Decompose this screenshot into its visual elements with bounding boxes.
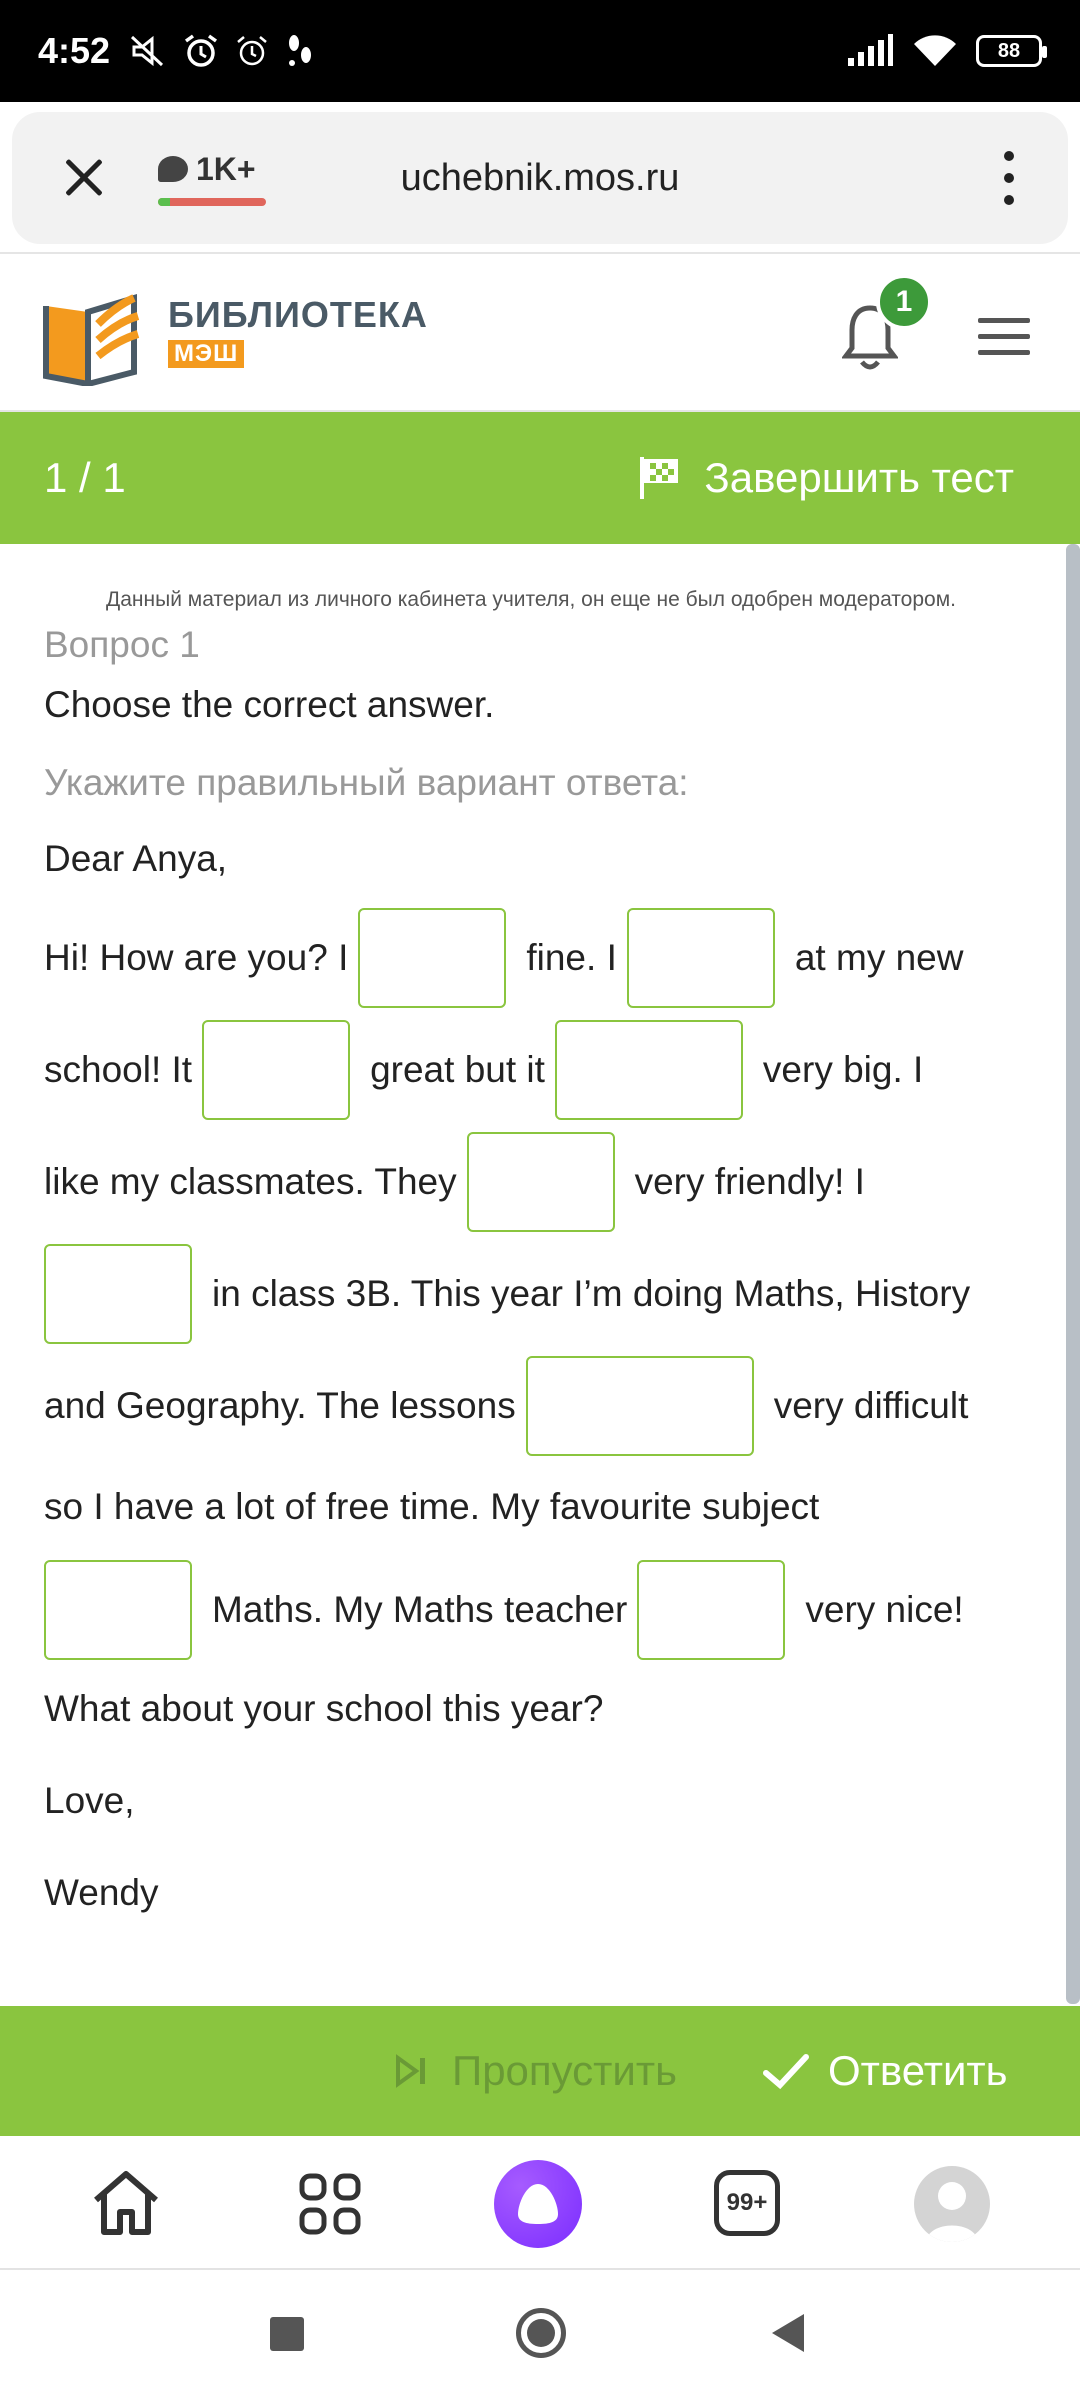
question-instruction: Choose the correct answer. (44, 684, 495, 725)
letter-line (44, 1020, 1018, 1120)
answer-drop-box[interactable] (526, 1356, 754, 1456)
letter-text: Hi! How are you? I (44, 937, 349, 978)
home-button[interactable] (516, 2308, 566, 2358)
submit-answer-label: Ответить (828, 2047, 1008, 2094)
answer-hint: Укажите правильный вариант ответа: (44, 762, 689, 803)
finish-test-label: Завершить тест (704, 454, 1014, 501)
android-nav-bar (0, 2270, 1080, 2400)
letter-text: so I have a lot of free time. My favourite subject (44, 1486, 820, 1527)
letter-text: like my classmates. They (44, 1161, 457, 1202)
submit-answer-button[interactable] (762, 2006, 1008, 2136)
question-number: Вопрос 1 (44, 624, 200, 665)
browser-toolbar (0, 102, 1080, 252)
notification-badge: 1 (876, 274, 932, 330)
letter-line (44, 1132, 1018, 1232)
answer-drop-box[interactable] (627, 908, 775, 1008)
finish-test-button[interactable] (636, 454, 1014, 502)
skip-label: Пропустить (452, 2047, 677, 2094)
answer-drop-box[interactable] (358, 908, 506, 1008)
test-toolbar (0, 412, 1080, 544)
more-menu-icon[interactable] (1004, 151, 1016, 205)
battery-level: 88 (997, 39, 1021, 62)
back-button[interactable] (772, 2314, 804, 2352)
alarm-icon (182, 32, 220, 70)
letter-text: very big. I (762, 1049, 924, 1090)
letter-text: very nice! (805, 1589, 964, 1630)
alarm-outline-icon (234, 33, 270, 69)
comments-button[interactable] (158, 151, 266, 206)
profile-avatar[interactable] (914, 2166, 990, 2242)
answer-drop-box[interactable] (467, 1132, 615, 1232)
letter-text: in class 3B. This year I’m doing Maths, History (212, 1273, 971, 1314)
letter-text: fine. I (526, 937, 617, 978)
library-logo[interactable] (42, 276, 428, 386)
letter-signature: Wendy (44, 1872, 159, 1913)
skip-next-icon (392, 2052, 430, 2090)
hamburger-menu-icon[interactable] (978, 318, 1030, 355)
letter-text: and Geography. The lessons (44, 1385, 516, 1426)
browser-bottom-nav (0, 2136, 1080, 2270)
letter-text: very difficult (773, 1385, 969, 1426)
checkmark-icon (762, 2051, 810, 2091)
answer-drop-box[interactable] (637, 1560, 785, 1660)
status-bar (0, 0, 1080, 102)
wifi-icon (912, 34, 958, 68)
moderation-notice: Данный материал из личного кабинета учителя, он еще не был одобрен модератором. (106, 588, 956, 611)
close-icon[interactable] (54, 148, 114, 208)
letter-line (44, 908, 1018, 1008)
comments-rating-bar (158, 198, 266, 206)
letter-line (44, 1244, 1018, 1344)
answer-drop-box[interactable] (44, 1560, 192, 1660)
letter-closing-question: What about your school this year? (44, 1688, 604, 1729)
battery-indicator (976, 35, 1042, 67)
recent-apps-button[interactable] (270, 2317, 304, 2351)
letter-greeting: Dear Anya, (44, 838, 228, 879)
scrollbar[interactable] (1066, 544, 1080, 2004)
question-counter: 1 / 1 (44, 454, 126, 501)
alice-assistant-icon[interactable] (494, 2160, 582, 2248)
letter-text: very friendly! I (634, 1161, 865, 1202)
book-logo-icon (42, 276, 142, 386)
comment-bubble-icon (158, 156, 188, 182)
checkered-flag-icon (636, 455, 682, 501)
page-url[interactable]: uchebnik.mos.ru (400, 156, 680, 199)
answer-drop-box[interactable] (44, 1244, 192, 1344)
logo-subtitle: МЭШ (168, 340, 244, 368)
site-header (0, 252, 1080, 412)
skip-button[interactable] (392, 2006, 677, 2136)
letter-text: at my new (794, 937, 964, 978)
signal-icon (846, 34, 894, 68)
logo-title: БИБЛИОТЕКА (168, 294, 428, 335)
letter-line (44, 1486, 1018, 1528)
mute-icon (128, 33, 168, 69)
question-content (0, 544, 1062, 2006)
letter-sign-off: Love, (44, 1780, 135, 1821)
tabs-count: 99+ (726, 2189, 768, 2216)
tabs-counter-button[interactable] (714, 2170, 780, 2236)
letter-text: Maths. My Maths teacher (212, 1589, 628, 1630)
letter-text: great but it (370, 1049, 545, 1090)
address-bar[interactable] (12, 112, 1068, 244)
answer-drop-box[interactable] (202, 1020, 350, 1120)
services-grid-icon[interactable] (298, 2172, 362, 2236)
letter-line (44, 1560, 1018, 1660)
letter-line (44, 1356, 1018, 1456)
status-time: 4:52 (38, 30, 111, 71)
answer-toolbar (0, 2006, 1080, 2136)
letter-text: school! It (44, 1049, 193, 1090)
footsteps-icon (284, 33, 316, 69)
home-icon[interactable] (90, 2168, 162, 2238)
answer-drop-box[interactable] (555, 1020, 743, 1120)
comments-count: 1K+ (196, 150, 256, 187)
